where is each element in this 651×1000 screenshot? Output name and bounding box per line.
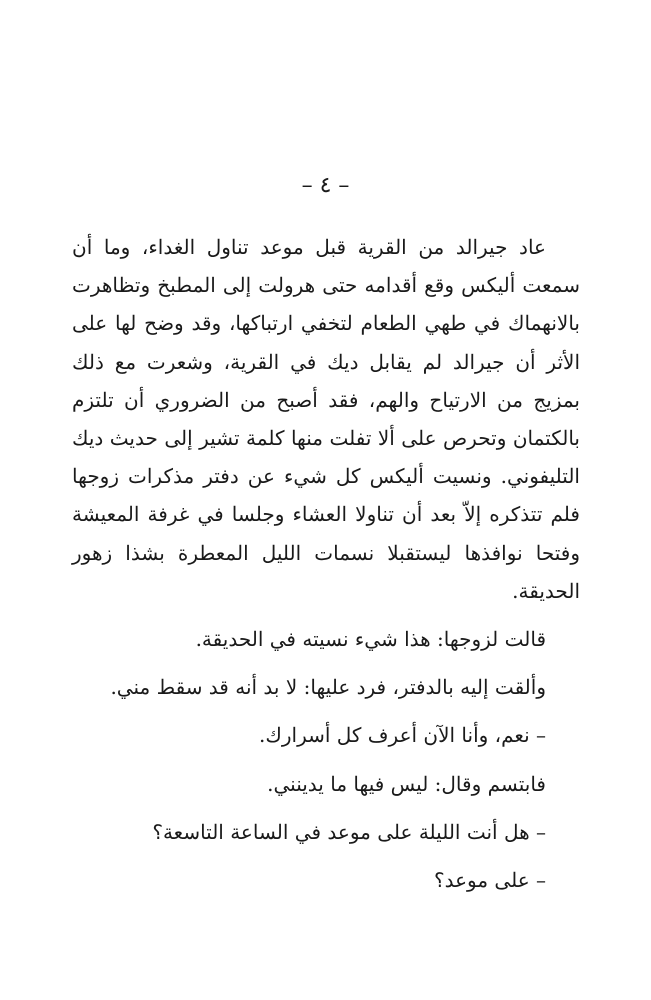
paragraph-dialogue-6: – على موعد؟ — [433, 868, 546, 893]
paragraph-dialogue-5: – هل أنت الليلة على موعد في الساعة التاسعة؟ — [152, 819, 546, 844]
paragraph-narrative: عاد جيرالد من القرية قبل موعد تناول الغداء، وما أن سمعت أليكس وقع أقدامه حتى هرولت إلى المطبخ وتظاهرت بالانهماك في طهي الطعام لتخفي ارتباكها، وقد وضح لها على الأثر أن جيرالد لم يقابل ديك في القرية، وشعرت مع ذلك بمزيج من الارتياح والهم، فقد أصبح من الضروري أن تلتزم بالكتمان وتحرص على ألا تفلت منها كلمة تشير إلى حديث ديك التليفوني. ونسيت أليكس كل شيء عن دفتر مذكرات زوجها فلم تتذكره إلاّ بعد أن تناولا العشاء وجلسا في غرفة المعيشة وفتحا نوافذها ليستقبلا نسمات الليل المعطرة بشذا زهور الحديقة. — [72, 235, 581, 603]
paragraph-dialogue-2: وألقت إليه بالدفتر، فرد عليها: لا بد أنه قد سقط مني. — [110, 675, 546, 700]
page-number: – ٤ – — [301, 173, 350, 198]
paragraph-dialogue-4: فابتسم وقال: ليس فيها ما يدينني. — [267, 771, 546, 796]
paragraph-dialogue-1: قالت لزوجها: هذا شيء نسيته في الحديقة. — [195, 627, 546, 652]
body-text — [72, 228, 580, 899]
paragraph-dialogue-3: – نعم، وأنا الآن أعرف كل أسرارك. — [259, 723, 546, 748]
